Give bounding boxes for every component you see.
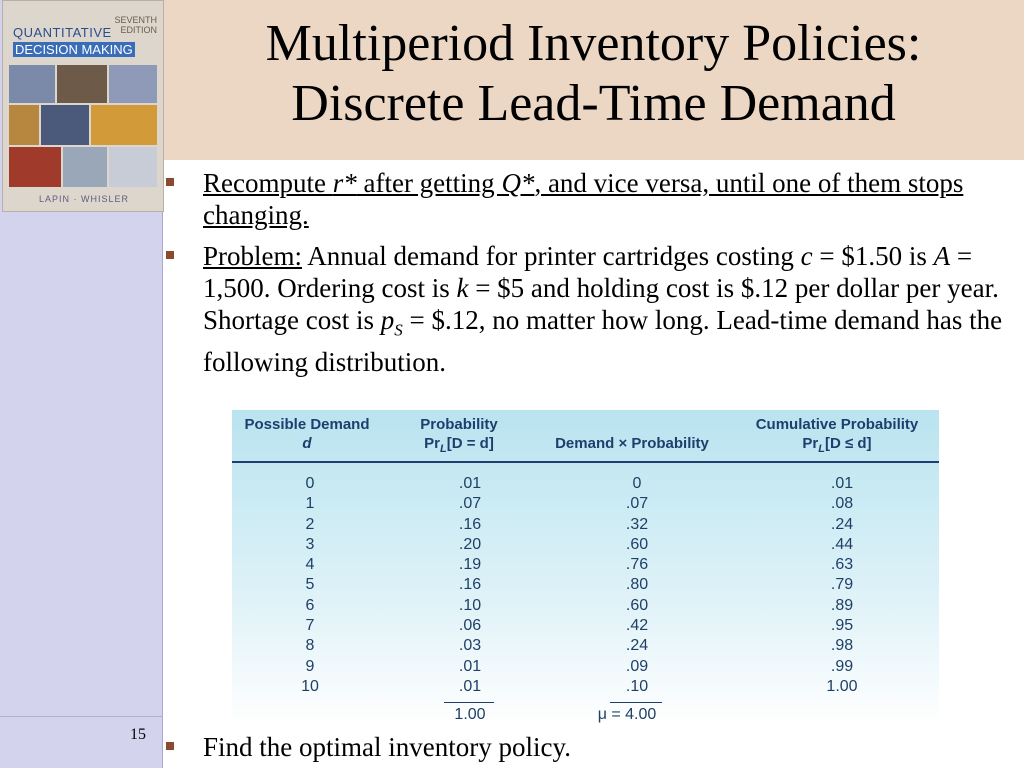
book-cover-image	[2, 0, 164, 212]
bullet-marker	[166, 251, 174, 259]
table-cell: .09	[625, 657, 649, 675]
table-cell: 5	[305, 576, 315, 594]
table-cell: .10	[458, 596, 482, 614]
table-cell: .24	[625, 637, 649, 655]
bullet-find-policy-text: Find the optimal inventory policy.	[203, 732, 571, 762]
table-cell: .08	[830, 495, 854, 513]
table-cell: .01	[458, 677, 482, 695]
book-photo-mosaic	[9, 65, 157, 187]
table-cell: 4	[305, 556, 315, 574]
book-edition-line2: EDITION	[120, 25, 157, 35]
table-cell: 10	[301, 677, 319, 695]
table-cell: .60	[625, 535, 649, 553]
table-cell: .16	[458, 576, 482, 594]
bullet-problem-text: Problem: Annual demand for printer cartridges costing c = $1.50 is A = 1,500. Ordering cost is k = $5 and holding cost is $.12 per dollar per year. Shortage cost is $p_S$ = $.12, no matter how long. Lead-time demand has the following distribution.	[203, 241, 1003, 378]
table-cell: .19	[458, 556, 482, 574]
slide-title-line2: Discrete Lead-Time Demand	[291, 75, 896, 132]
table-cell: 8	[305, 637, 315, 655]
header-probability: Probability $Pr_L[D = d]$	[420, 416, 498, 455]
table-cell: 0	[305, 475, 315, 492]
table-cell: .80	[625, 576, 649, 594]
slide-number: 15	[130, 726, 146, 743]
table-cell: .24	[830, 515, 854, 533]
table-cell: 0	[632, 475, 642, 492]
slide-title-line1: Multiperiod Inventory Policies:	[265, 15, 922, 72]
table-cell: .01	[830, 475, 854, 492]
table-cell: .89	[830, 596, 854, 614]
book-edition	[114, 15, 157, 35]
table-cell: 2	[305, 515, 315, 533]
column-probability	[430, 474, 510, 697]
book-title-line1: QUANTITATIVE	[13, 25, 112, 40]
table-cell: 6	[305, 596, 315, 614]
bullet-marker	[166, 742, 174, 750]
slide-title	[163, 14, 1024, 134]
sidebar-divider	[0, 716, 163, 717]
table-cell: 7	[305, 617, 315, 635]
table-cell: .76	[625, 556, 649, 574]
book-edition-line1: SEVENTH	[114, 15, 157, 25]
lead-time-demand-table	[232, 410, 939, 726]
table-cell: .20	[458, 535, 482, 553]
book-title-line2: DECISION MAKING	[15, 42, 133, 57]
book-authors: LAPIN · WHISLER	[38, 194, 129, 204]
table-cell: .16	[458, 515, 482, 533]
mean-demand: μ = 4.00	[597, 706, 657, 723]
column-cumulative-probability	[802, 474, 882, 697]
table-cell: .79	[830, 576, 854, 594]
bullet-recompute-text: Recompute r* after getting Q*, and vice versa, until one of them stops changing.	[203, 168, 964, 230]
table-cell: .07	[625, 495, 649, 513]
sum-rule-product	[610, 702, 662, 703]
table-cell: 1.00	[826, 677, 858, 695]
table-cell: .44	[830, 535, 854, 553]
table-cell: .01	[458, 475, 482, 492]
table-cell: .10	[625, 677, 649, 695]
table-cell: 3	[305, 535, 315, 553]
table-cell: .63	[830, 556, 854, 574]
table-cell: .98	[830, 637, 854, 655]
header-rule	[232, 461, 939, 463]
header-possible-demand: Possible Demand d	[244, 416, 370, 452]
table-cell: .95	[830, 617, 854, 635]
table-cell: 1	[305, 495, 315, 513]
column-demand-times-probability	[597, 474, 677, 697]
table-cell: .03	[458, 637, 482, 655]
sum-rule-probability	[444, 702, 494, 703]
table-cell: .06	[458, 617, 482, 635]
column-demand	[270, 474, 350, 697]
table-cell: .32	[625, 515, 649, 533]
probability-total: 1.00	[454, 706, 486, 723]
table-cell: .07	[458, 495, 482, 513]
bullet-marker	[166, 178, 174, 186]
table-cell: .42	[625, 617, 649, 635]
table-cell: 9	[305, 657, 315, 675]
table-cell: .60	[625, 596, 649, 614]
header-cumulative-probability: Cumulative Probability $Pr_L[D \le d]$	[755, 416, 919, 455]
table-cell: .99	[830, 657, 854, 675]
header-demand-times-probability: Demand × Probability	[555, 435, 709, 452]
table-cell: .01	[458, 657, 482, 675]
